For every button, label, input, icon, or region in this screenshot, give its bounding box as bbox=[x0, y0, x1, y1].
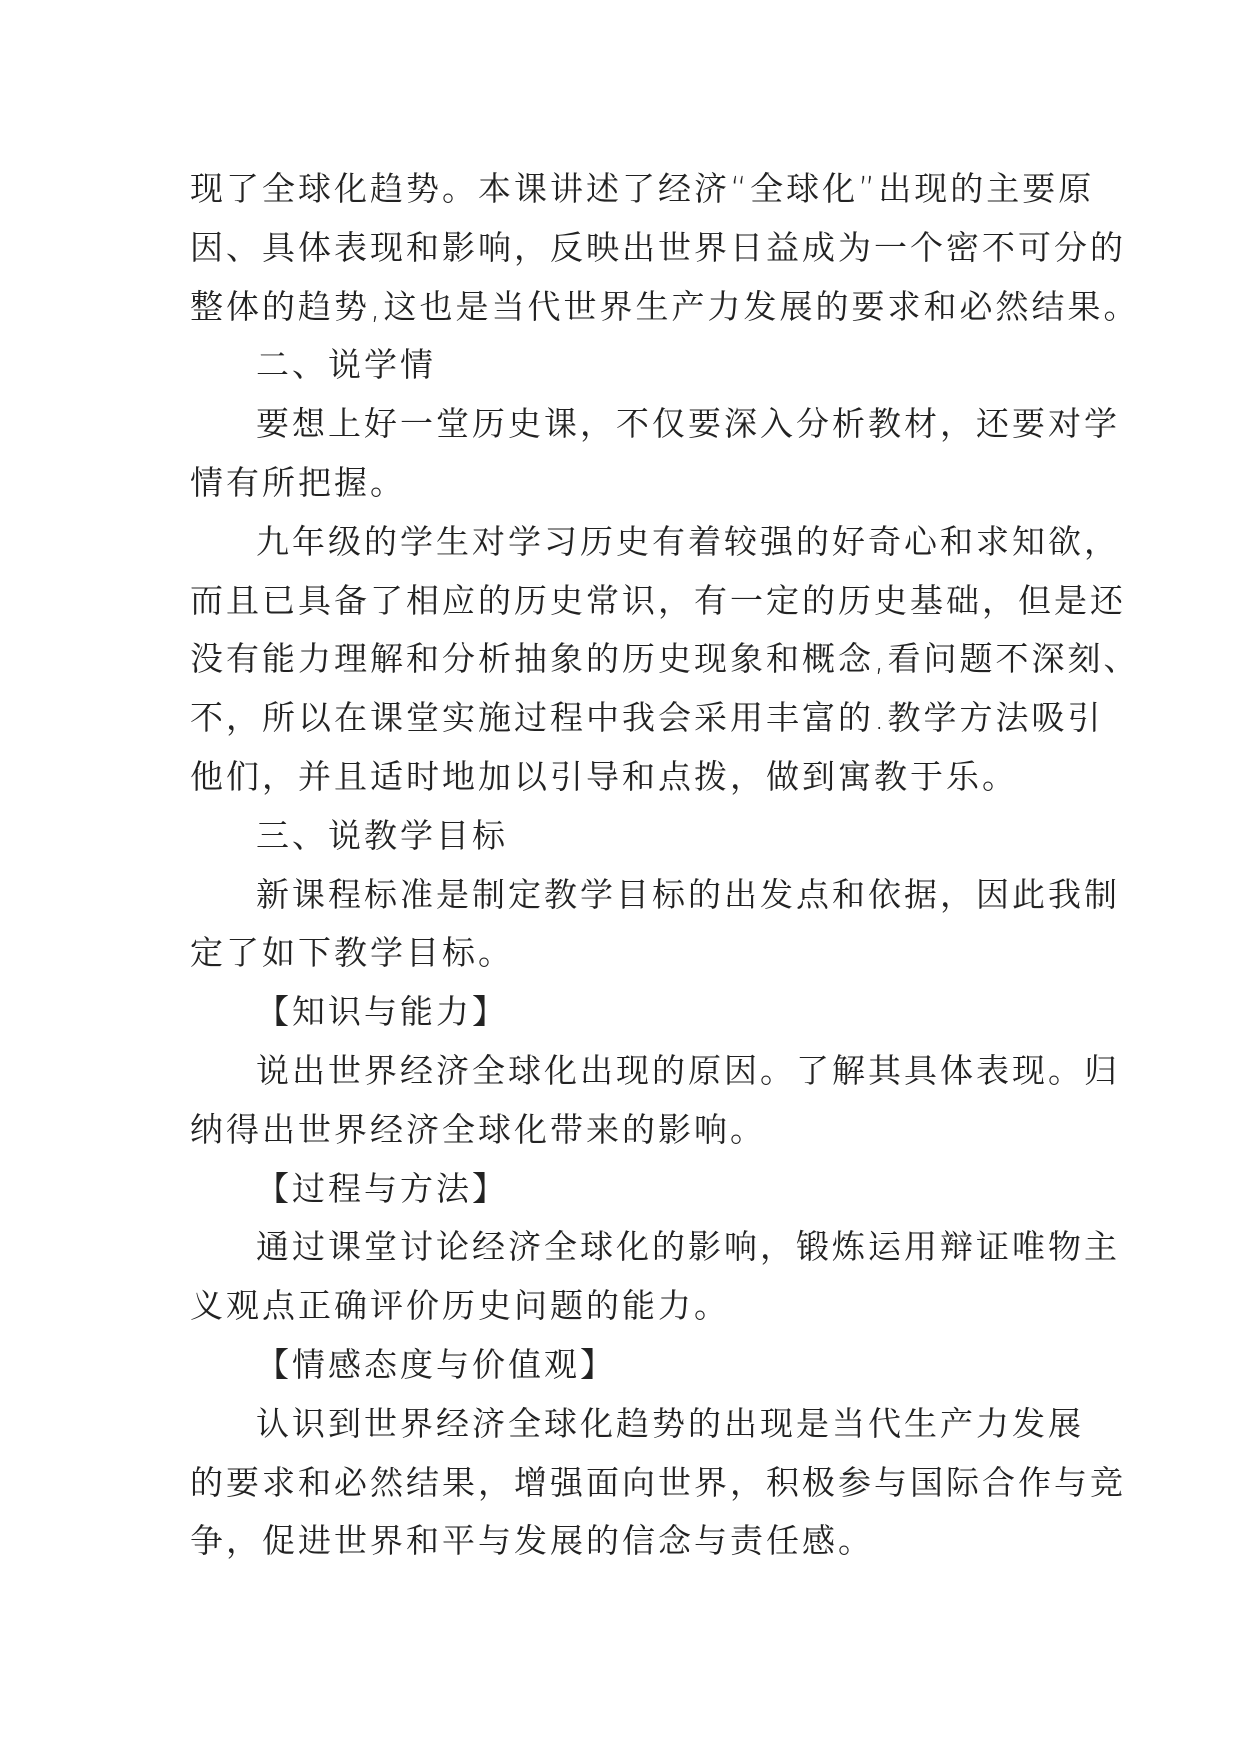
paragraph-line: 现了全球化趋势。本课讲述了经济“全球化”出现的主要原 bbox=[190, 169, 1095, 208]
document-body bbox=[190, 160, 1140, 1571]
subsection-heading: 【知识与能力】 bbox=[256, 992, 508, 1032]
paragraph-line: 整体的趋势,这也是当代世界生产力发展的要求和必然结果。 bbox=[190, 286, 1140, 326]
paragraph-line: 因、具体表现和影响，反映出世界日益成为一个密不可分的 bbox=[190, 227, 1126, 267]
paragraph-line: 认识到世界经济全球化趋势的出现是当代生产力发展 bbox=[256, 1403, 1084, 1443]
section-heading: 三、说教学目标 bbox=[256, 815, 508, 855]
subsection-heading: 【过程与方法】 bbox=[256, 1168, 508, 1208]
subsection-heading: 【情感态度与价值观】 bbox=[256, 1344, 616, 1384]
paragraph-line: 而且已具备了相应的历史常识，有一定的历史基础，但是还 bbox=[190, 580, 1126, 620]
paragraph-line: 不，所以在课堂实施过程中我会采用丰富的.教学方法吸引 bbox=[190, 698, 1104, 738]
paragraph-line: 说出世界经济全球化出现的原因。了解其具体表现。归 bbox=[256, 1050, 1120, 1090]
paragraph-line: 义观点正确评价历史问题的能力。 bbox=[190, 1286, 730, 1326]
paragraph-line: 纳得出世界经济全球化带来的影响。 bbox=[190, 1109, 766, 1149]
paragraph-line: 争，促进世界和平与发展的信念与责任感。 bbox=[190, 1521, 874, 1561]
paragraph-line: 新课程标准是制定教学目标的出发点和依据，因此我制 bbox=[256, 874, 1120, 914]
paragraph-line: 情有所把握。 bbox=[190, 462, 406, 502]
paragraph-line: 定了如下教学目标。 bbox=[190, 933, 514, 973]
section-heading: 二、说学情 bbox=[256, 345, 436, 385]
paragraph-line: 他们，并且适时地加以引导和点拨，做到寓教于乐。 bbox=[190, 756, 1018, 796]
paragraph-line: 没有能力理解和分析抽象的历史现象和概念,看问题不深刻、 bbox=[190, 639, 1140, 679]
paragraph-line: 九年级的学生对学习历史有着较强的好奇心和求知欲， bbox=[256, 521, 1120, 561]
paragraph-line: 要想上好一堂历史课，不仅要深入分析教材，还要对学 bbox=[256, 404, 1120, 444]
paragraph-line: 通过课堂讨论经济全球化的影响，锻炼运用辩证唯物主 bbox=[256, 1227, 1120, 1267]
paragraph-line: 的要求和必然结果，增强面向世界，积极参与国际合作与竞 bbox=[190, 1462, 1126, 1502]
